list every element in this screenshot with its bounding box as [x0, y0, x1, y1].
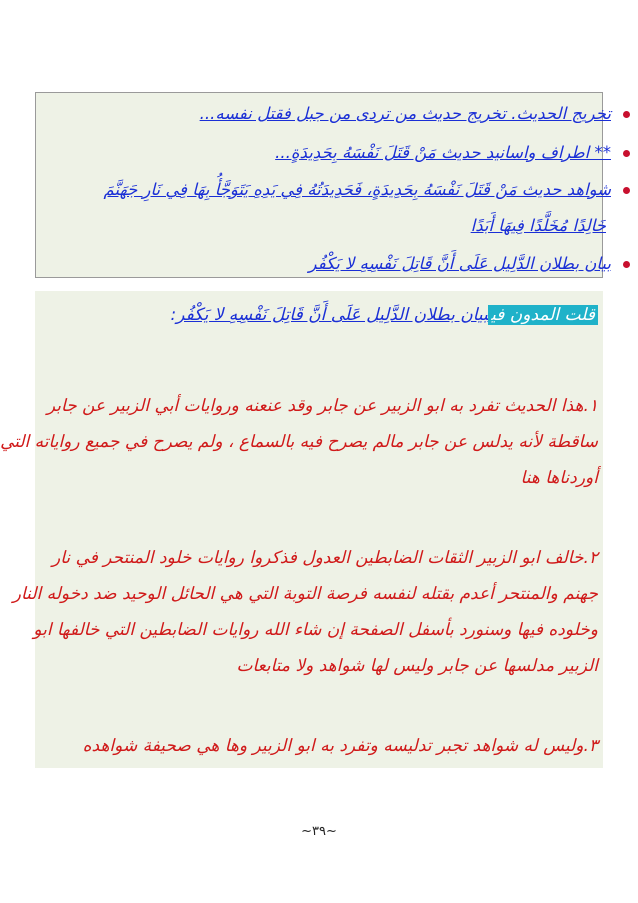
- paragraph-line: جهنم والمنتحر أعدم بقتله لنفسه فرصة التوبة التي هي الحائل الوحيد ضد دخوله النار: [12, 584, 598, 604]
- toc-item-label[interactable]: ** اطراف واسانيد حديث مَنْ قَتَلَ نَفْسَهُ بِحَدِيدَةٍ...: [275, 143, 611, 162]
- paragraph-line: ٣.وليس له شواهد تجبر تدليسه وتفرد به ابو الزبير وها هي صحيفة شواهده: [82, 736, 598, 756]
- toc-item-label[interactable]: تخريج الحديث. تخريج حديث من تردى من جبل فقتل نفسه...: [199, 104, 611, 123]
- paragraph-1: [0, 388, 598, 496]
- bullet-icon: [623, 111, 630, 118]
- paragraph-3: [40, 728, 598, 764]
- toc-item-label[interactable]: خَالِدًا مُخَلَّدًا فِيهَا أَبَدًا: [470, 216, 606, 235]
- page-number: ~٣٩~: [301, 824, 337, 839]
- toc-item-atraf[interactable]: [8, 143, 630, 162]
- toc-item-bayan[interactable]: [8, 254, 630, 273]
- commentary-box: [0, 291, 603, 768]
- toc-item-takhrij[interactable]: [8, 104, 630, 123]
- toc-item-shawahid[interactable]: [8, 180, 630, 199]
- toc-item-shawahid-continued[interactable]: [8, 216, 606, 235]
- author-label: قلت المدون في: [488, 305, 598, 325]
- toc-item-label[interactable]: بيان بطلان الدَّلِيل عَلَى أَنَّ قَاتِلَ نَفْسِهِ لا يَكْفُر: [308, 254, 611, 273]
- bullet-icon: [623, 150, 630, 157]
- paragraph-2: [12, 540, 598, 684]
- bullet-icon: [623, 187, 630, 194]
- paragraph-line: أوردناها هنا: [520, 468, 598, 488]
- heading-colon: :: [170, 305, 177, 325]
- paragraph-line: الزبير مدلسها عن جابر وليس لها شواهد ولا متابعات: [236, 656, 598, 676]
- bullet-icon: [623, 261, 630, 268]
- toc-item-label[interactable]: شواهد حديث مَنْ قَتَلَ نَفْسَهُ بِحَدِيدَةٍ، فَحَدِيدَتُهُ فِي يَدِهِ يَتَوَجَّأُ بِهَا فِي نَارِ جَهَنَّمَ: [103, 180, 611, 199]
- heading-link[interactable]: بيان بطلان الدَّلِيل عَلَى أَنَّ قَاتِلَ نَفْسِهِ لا يَكْفُر: [176, 305, 489, 325]
- paragraph-line: ١.هذا الحديث تفرد به ابو الزبير عن جابر وقد عنعنه وروايات أبي الزبير عن جابر: [46, 396, 598, 416]
- paragraph-line: وخلوده فيها وسنورد بأسفل الصفحة إن شاء الله روايات الضابطين التي خالفها ابو: [33, 620, 598, 640]
- paragraph-line: ساقطة لأنه يدلس عن جابر مالم يصرح فيه بالسماع ، ولم يصرح في جميع رواياته التي: [0, 432, 598, 452]
- paragraph-line: ٢.خالف ابو الزبير الثقات الضابطين العدول فذكروا روايات خلود المنتحر في نار: [52, 548, 598, 568]
- section-heading: [170, 305, 598, 325]
